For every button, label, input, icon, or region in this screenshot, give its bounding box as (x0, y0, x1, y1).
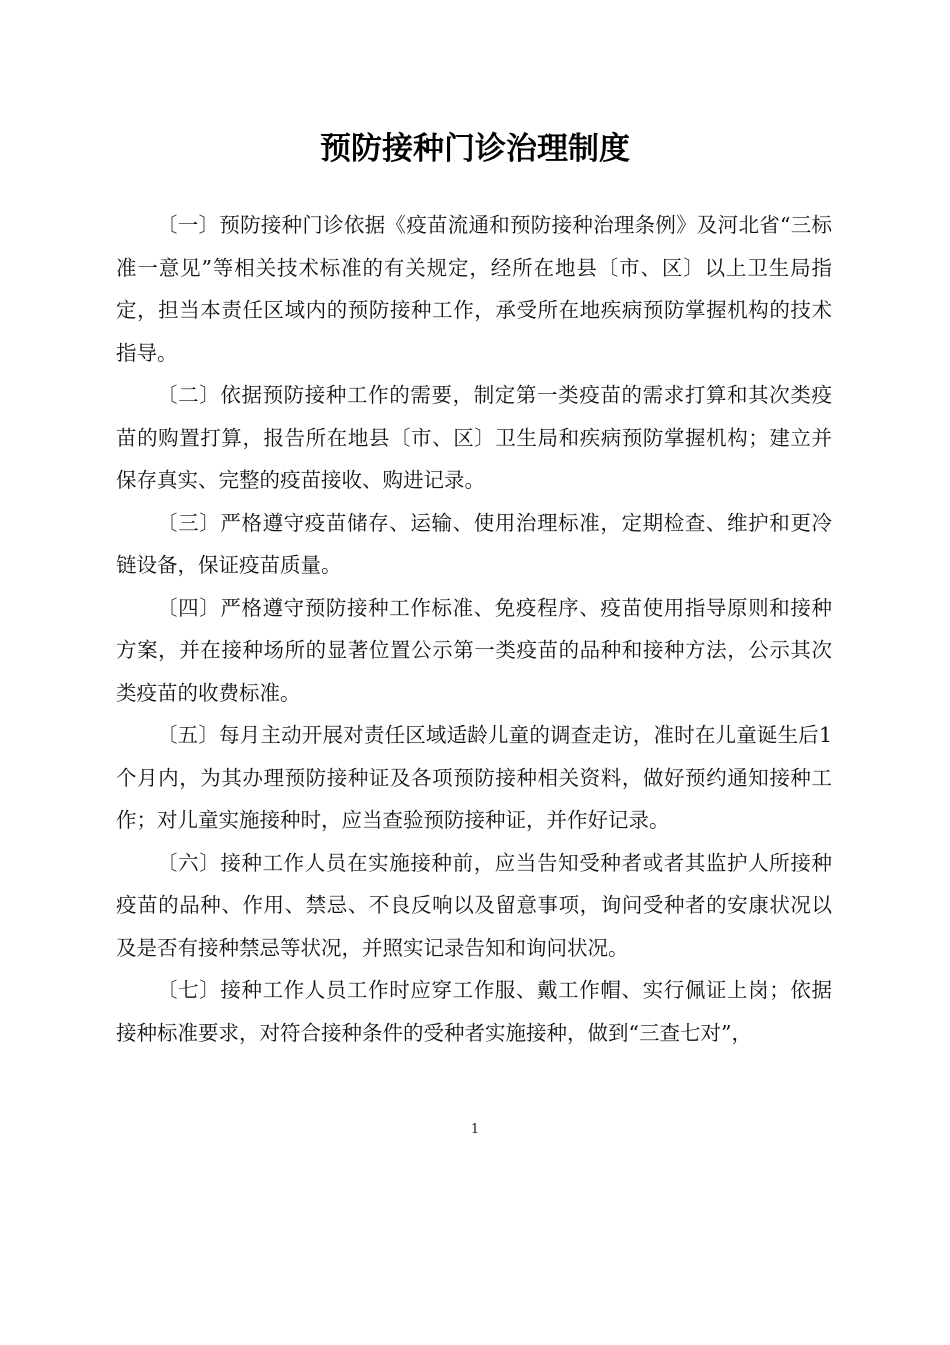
paragraph-3: 〔三〕严格遵守疫苗储存、运输、使用治理标准，定期检查、维护和更冷链设备，保证疫苗质量。 (116, 510, 832, 577)
paragraph-4: 〔四〕严格遵守预防接种工作标准、免疫程序、疫苗使用指导原则和接种方案，并在接种场所的显著位置公示第一类疫苗的品种和接种方法，公示其次类疫苗的收费标准。 (116, 595, 832, 705)
document-title: 预防接种门诊治理制度 (320, 131, 630, 167)
paragraph-7: 〔七〕接种工作人员工作时应穿工作服、戴工作帽、实行佩证上岗；依据接种标准要求，对符合接种条件的受种者实施接种，做到“三查七对”， (116, 978, 832, 1045)
document-body (116, 204, 832, 1054)
paragraph-5: 〔五〕每月主动开展对责任区域适龄儿童的调查走访，准时在儿童诞生后1个月内，为其办理预防接种证及各项预防接种相关资料，做好预约通知接种工作；对儿童实施接种时，应当查验预防接种证，并作好记录。 (116, 723, 832, 832)
page-number: 1 (470, 1122, 480, 1137)
paragraph-2: 〔二〕依据预防接种工作的需要，制定第一类疫苗的需求打算和其次类疫苗的购置打算，报告所在地县〔市、区〕卫生局和疾病预防掌握机构；建立并保存真实、完整的疫苗接收、购进记录。 (116, 383, 832, 492)
paragraph-6: 〔六〕接种工作人员在实施接种前，应当告知受种者或者其监护人所接种疫苗的品种、作用、禁忌、不良反响以及留意事项，询问受种者的安康状况以及是否有接种禁忌等状况，并照实记录告知和询问状况。 (116, 850, 832, 960)
paragraph-1: 〔一〕预防接种门诊依据《疫苗流通和预防接种治理条例》及河北省“三标准一意见”等相关技术标准的有关规定，经所在地县〔市、区〕以上卫生局指定，担当本责任区域内的预防接种工作，承受所在地疾病预防掌握机构的技术指导。 (116, 213, 832, 365)
